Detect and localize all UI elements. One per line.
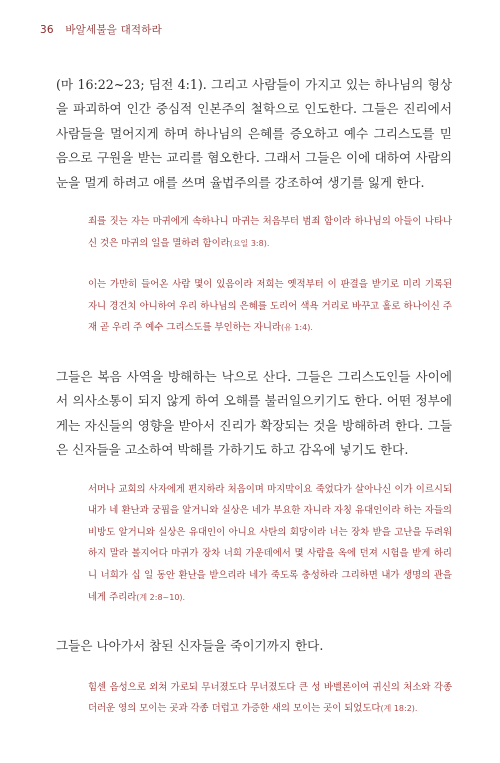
page-number: 36 <box>40 24 54 36</box>
book-title: 바알세불을 대적하라 <box>65 24 162 36</box>
body-paragraph: (마 16:22~23; 딤전 4:1). 그리고 사람들이 가지고 있는 하나님의 형상을 파괴하여 인간 중심적 인본주의 철학으로 인도한다. 그들은 진리에서 사람들을 멀어지게 하며 하나님의 은혜를 증오하고 예수 그리스도를 믿음으로 구원을 받는 교리를 혐오한다. 그래서 그들은 이에 대하여 사람의 눈을 멀게 하려고 애를 쓰며 율법주의를 강조하여 생기를 잃게 한다. <box>56 77 452 190</box>
page-body <box>56 73 452 720</box>
quote-text: 서머나 교회의 사자에게 편지하라 처음이며 마지막이요 죽었다가 살아나신 이가 이르시되 내가 네 환난과 궁핍을 알거니와 실상은 네가 부요한 자니라 자칭 유대인이라 하는 자들의 비방도 알거니와 실상은 유대인이 아니요 사탄의 회당이라 너는 장차 받을 고난을 두려워하지 말라 볼지어다 마귀가 장차 너희 가운데에서 몇 사람을 옥에 던져 시험을 받게 하리니 너희가 십 일 동안 환난을 받으리라 네가 죽도록 충성하라 그리하면 내가 생명의 관을 네게 주리라 <box>88 483 452 603</box>
quote-reference: (요일 3:8). <box>229 238 270 248</box>
quote-reference: (계 2:8~10). <box>136 592 186 602</box>
scripture-quote <box>56 211 452 254</box>
running-header <box>40 22 162 37</box>
quote-reference: (유 1:4). <box>280 323 313 333</box>
body-paragraph: 그들은 복음 사역을 방해하는 낙으로 산다. 그들은 그리스도인들 사이에서 의사소통이 되지 않게 하여 오해를 불러일으키기도 한다. 어떤 정부에게는 자신들의 영향을 받아서 진리가 확장되는 것을 방해하려 한다. 그들은 신자들을 고소하여 박해를 가하기도 하고 감옥에 넣기도 한다. <box>56 369 452 458</box>
scripture-quote <box>56 677 452 720</box>
quote-reference: (계 18:2). <box>380 704 418 714</box>
quote-text: 힘센 음성으로 외쳐 가로되 무너졌도다 무너졌도다 큰 성 바벨론이여 귀신의 처소와 각종 더러운 영의 모이는 곳과 각종 더럽고 가증한 새의 모이는 곳이 되었도다 <box>88 681 452 715</box>
quote-text: 이는 가만히 들어온 사람 몇이 있음이라 저희는 옛적부터 이 판결을 받기로 미리 기록된 자니 경건치 아니하여 우리 하나님의 은혜를 도리어 색욕 거리로 바꾸고 홀로 하나이신 주재 곧 우리 주 예수 그리스도를 부인하는 자니라 <box>88 279 452 334</box>
quote-text: 죄를 짓는 자는 마귀에게 속하나니 마귀는 처음부터 범죄 함이라 하나님의 아들이 나타나신 것은 마귀의 일을 멸하려 함이라 <box>88 216 452 249</box>
scripture-quote <box>56 274 452 339</box>
scripture-quote <box>56 479 452 609</box>
body-paragraph: 그들은 나아가서 참된 신자들을 죽이기까지 한다. <box>56 638 324 654</box>
